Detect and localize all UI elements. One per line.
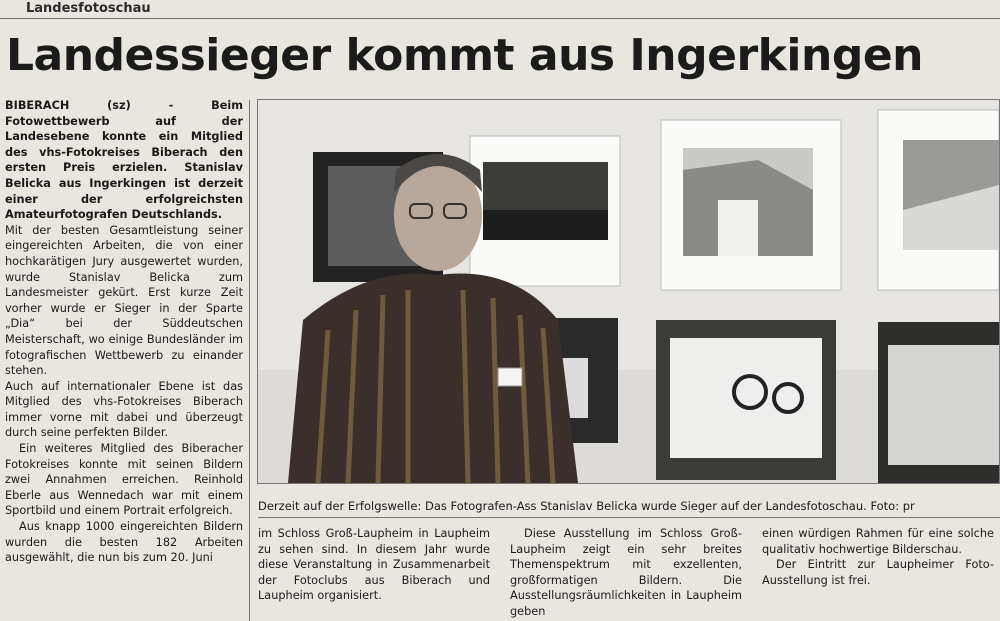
section-kicker: Landesfotoschau xyxy=(0,0,1000,19)
headline: Landessieger kommt aus Ingerkingen xyxy=(6,30,923,81)
photo-illustration xyxy=(258,100,999,483)
article-column-2 xyxy=(258,526,490,604)
photo-caption xyxy=(258,498,1000,514)
body-paragraph: im Schloss Groß-Laupheim in Laupheim zu sehen sind. In diesem Jahr wurde diese Veranstaltung in Zusammenarbeit der Fotoclubs aus Biberach und Laupheim organisiert. xyxy=(258,527,490,603)
caption-divider xyxy=(258,517,1000,518)
lead-paragraph: BIBERACH (sz) - Beim Fotowettbewerb auf der Landesebene konnte ein Mitglied des vhs-Fotokreises Biberach den ersten Preis erzielen. Stanislav Belicka aus Ingerkingen ist derzeit einer der erfolgreichsten Amateurfotografen Deutschlands. xyxy=(5,99,243,222)
photo-credit: Foto: pr xyxy=(870,499,915,513)
framed-photo xyxy=(670,338,822,458)
framed-photo xyxy=(888,345,999,465)
body-paragraph: Der Eintritt zur Laupheimer Foto-Ausstellung ist frei. xyxy=(762,558,994,587)
body-paragraph: Aus knapp 1000 eingereichten Bildern wurden die besten 182 Arbeiten ausgewählt, die nun bis zum 20. Juni xyxy=(5,520,243,565)
article-column-1 xyxy=(5,98,243,566)
body-paragraph: Auch auf internationaler Ebene ist das Mitglied des vhs-Fotokreises Biberach immer vorne mit dabei und überzeugt durch seine perfekten Bilder. xyxy=(5,379,243,440)
portrait-shirt xyxy=(288,273,578,483)
article-photo xyxy=(257,99,1000,484)
caption-text: Derzeit auf der Erfolgswelle: Das Fotografen-Ass Stanislav Belicka wurde Sieger auf der Landesfotoschau. xyxy=(258,499,867,513)
body-paragraph: einen würdigen Rahmen für eine solche qualitativ hochwertige Bilderschau. xyxy=(762,527,994,556)
article-column-4 xyxy=(762,526,994,588)
body-paragraph: Ein weiteres Mitglied des Biberacher Fotokreises konnte mit seinen Bildern zwei Annahmen erreichen. Reinhold Eberle aus Wennedach war mit einem Sportbild und einem Portrait erfolgreich. xyxy=(5,442,243,518)
body-paragraph: Mit der besten Gesamtleistung seiner eingereichten Arbeiten, die von einer hochkarätigen Jury ausgewertet wurden, wurde Stanislav Belicka zum Landesmeister gekürt. Erst kurze Zeit vorher wurde er Sieger in der Sparte „Dia“ bei der Süddeutschen Meisterschaft, wo einige Bundesländer im fotografischen Wettbewerb zu einander stehen. xyxy=(5,223,243,378)
article-column-3 xyxy=(510,526,742,620)
body-paragraph: Diese Ausstellung im Schloss Groß-Laupheim zeigt ein sehr breites Themenspektrum mit exzellenten, großformatigen Bildern. Die Ausstellungsräumlichkeiten in Laupheim geben xyxy=(510,527,742,618)
column-divider xyxy=(249,100,250,621)
